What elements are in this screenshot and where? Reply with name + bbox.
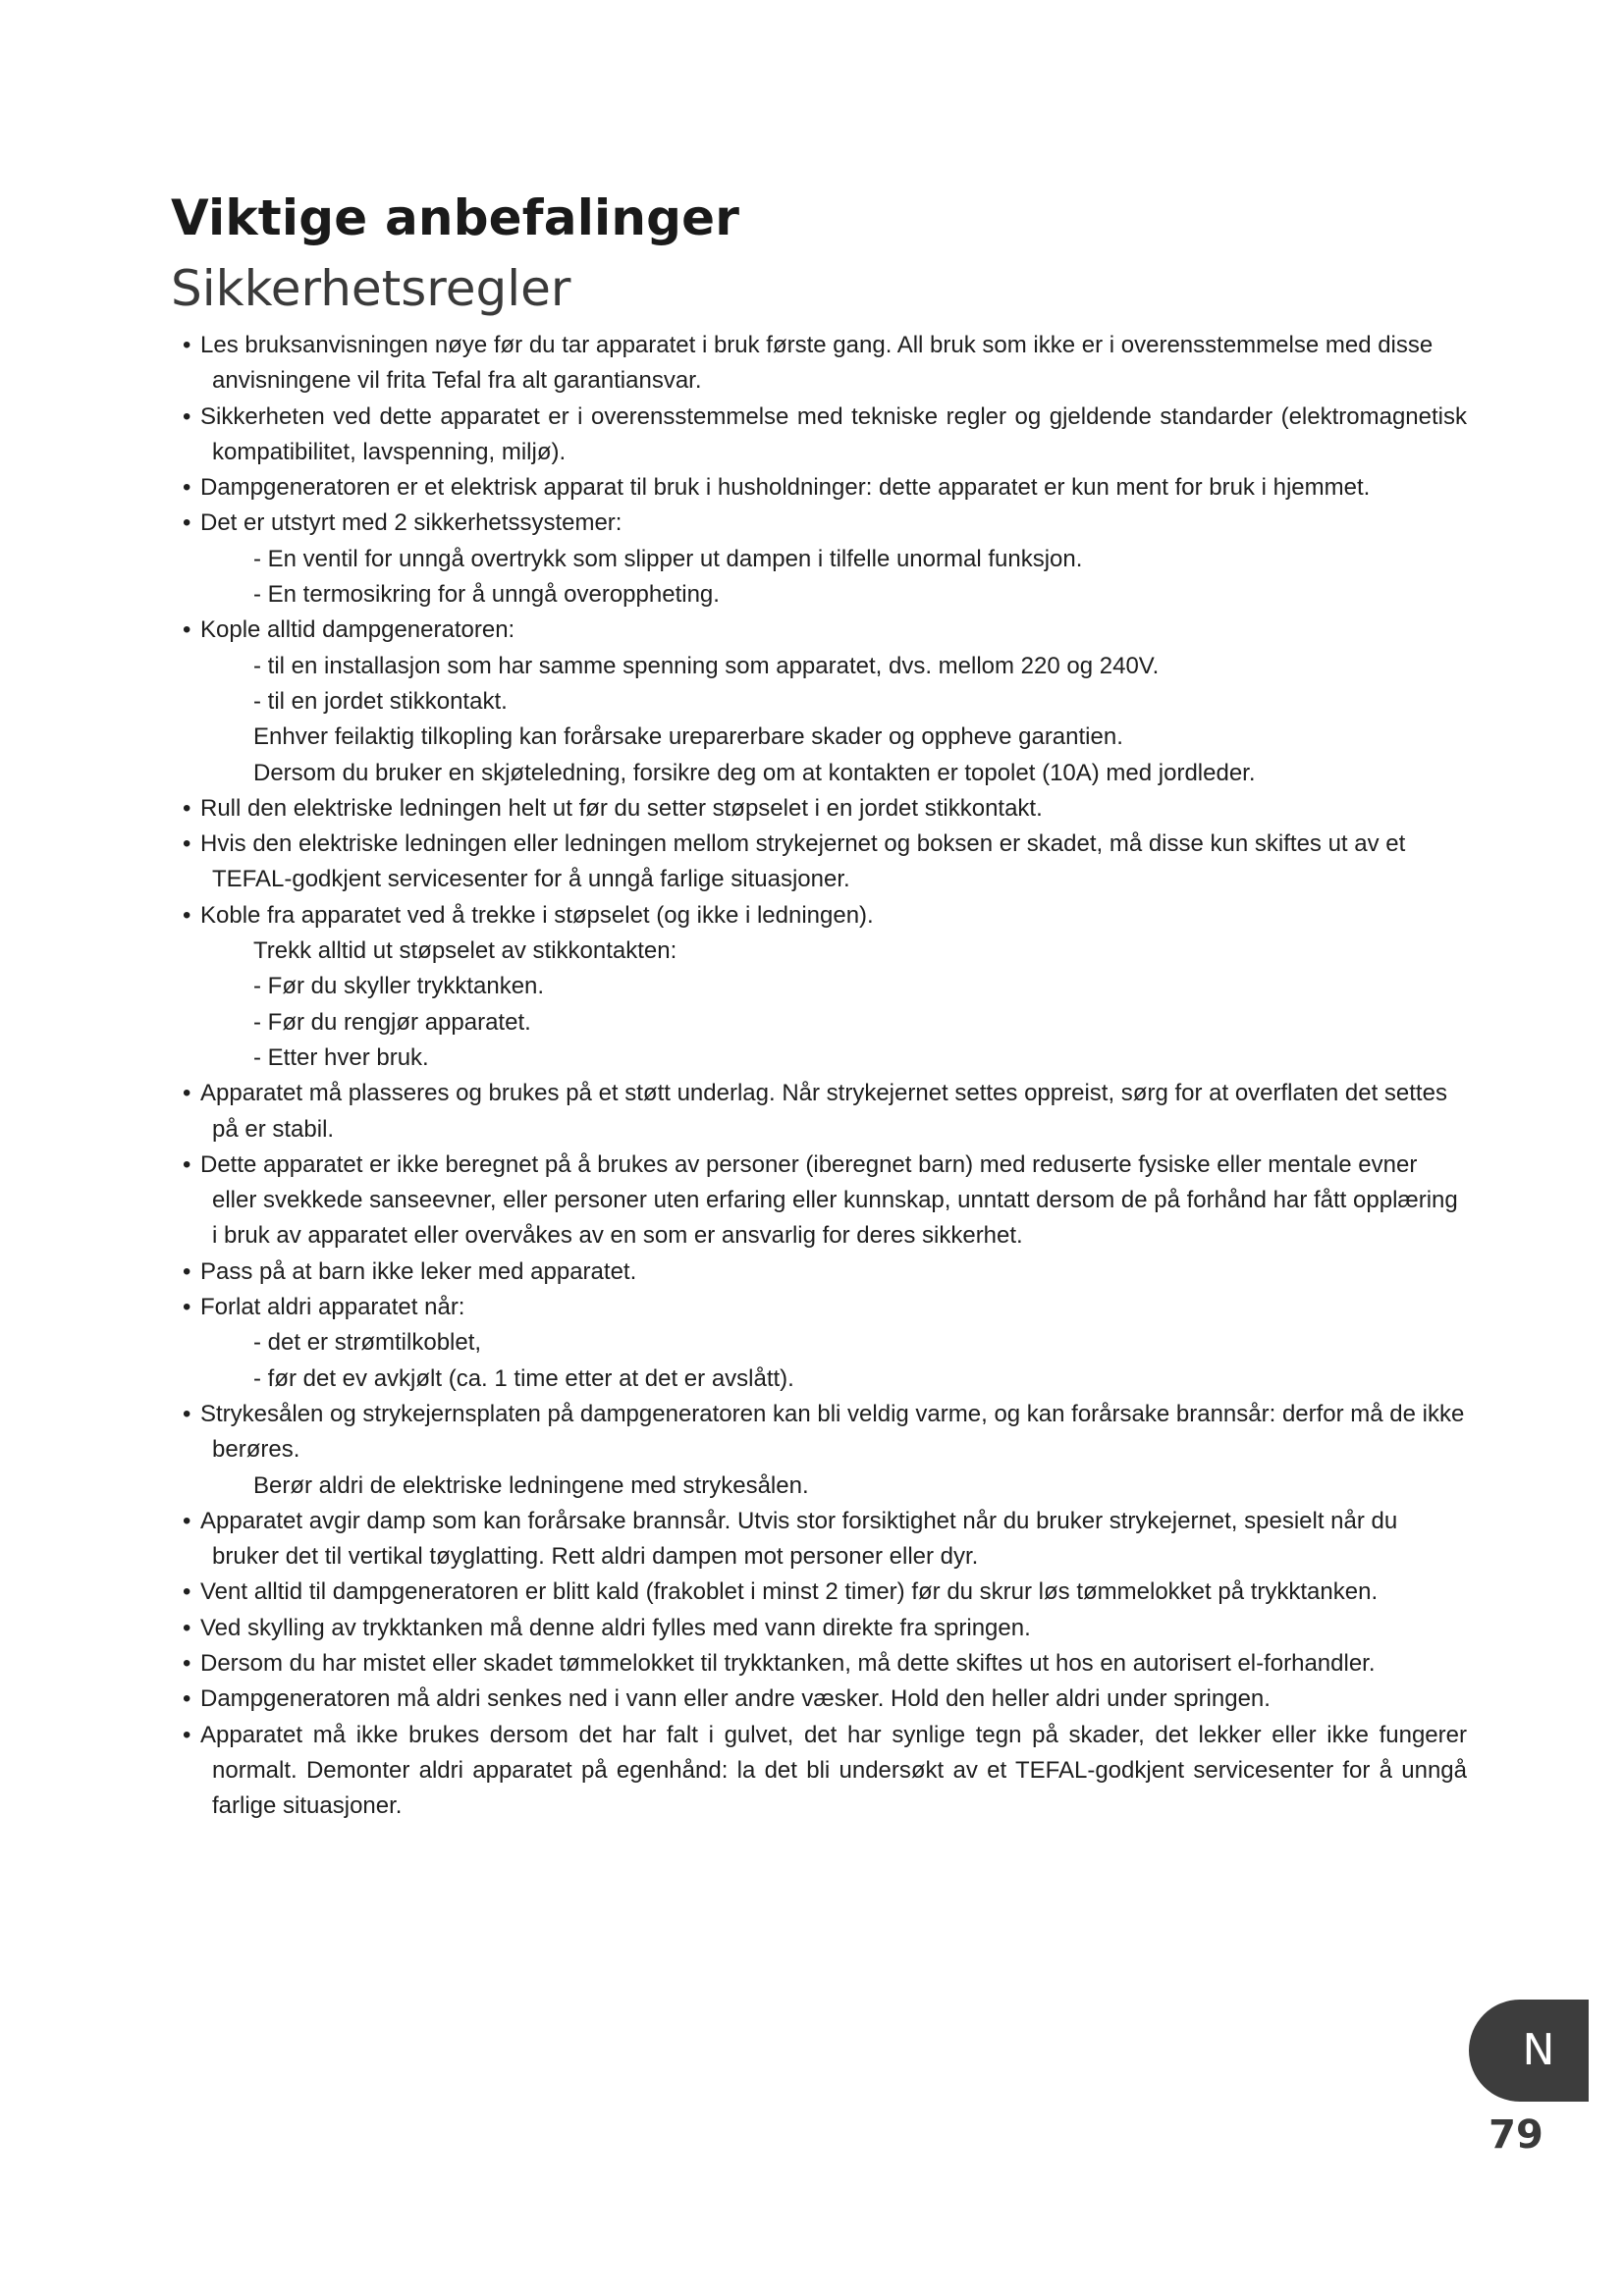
safety-rule	[171, 791, 1467, 827]
page-title: Viktige anbefalinger	[171, 189, 740, 246]
safety-rule	[171, 1611, 1467, 1646]
bullet-icon: •	[183, 509, 191, 537]
safety-rule	[171, 1682, 1467, 1717]
rule-text: Rull den elektriske ledningen helt ut før du setter støpselet i en jordet stikkontakt.	[200, 794, 1043, 822]
bullet-icon: •	[183, 1150, 191, 1178]
bullet-icon: •	[183, 1294, 191, 1321]
language-tab: N	[1469, 2000, 1589, 2102]
rule-sub-item: - det er strømtilkoblet,	[253, 1329, 482, 1357]
safety-rule	[171, 1255, 1467, 1290]
rule-note: Berør aldri de elektriske ledningene med strykesålen.	[253, 1471, 809, 1499]
rule-sub-item: - En termosikring for å unngå overoppheting.	[253, 581, 720, 609]
rule-note: - Før du rengjør apparatet.	[253, 1008, 531, 1036]
safety-rule	[171, 1718, 1467, 1825]
bullet-icon: •	[183, 1257, 191, 1285]
rule-note: Enhver feilaktig tilkopling kan forårsake ureparerbare skader og oppheve garantien.	[253, 723, 1123, 751]
rule-note: Trekk alltid ut støpselet av stikkontakten:	[253, 937, 677, 965]
safety-rules-list	[171, 328, 1467, 1824]
rule-text: Dersom du har mistet eller skadet tømmelokket til trykktanken, må dette skiftes ut hos en autorisert el-forhandler.	[200, 1649, 1376, 1677]
safety-rule	[171, 400, 1467, 471]
rule-text: Dette apparatet er ikke beregnet på å brukes av personer (iberegnet barn) med reduserte fysiske eller mentale evner eller svekkede sanseevner, eller personer uten erfaring eller kunnskap, unntatt dersom de på forhånd har fått opplæring i bruk av apparatet eller overvåkes av en som er ansvarlig for deres sikkerhet.	[200, 1150, 1458, 1250]
rule-note: Dersom du bruker en skjøteledning, forsikre deg om at kontakten er topolet (10A) med jordleder.	[253, 759, 1256, 786]
rule-text: Apparatet må ikke brukes dersom det har falt i gulvet, det har synlige tegn på skader, det lekker eller ikke fungerer normalt. Demonter aldri apparatet på egenhånd: la det bli undersøkt av et TEFAL-godkjent servicesenter for å unngå farlige situasjoner.	[200, 1721, 1467, 1820]
bullet-icon: •	[183, 1685, 191, 1713]
bullet-icon: •	[183, 1721, 191, 1748]
safety-rule	[171, 1076, 1467, 1148]
rule-text: Det er utstyrt med 2 sikkerhetssystemer:	[200, 509, 623, 537]
bullet-icon: •	[183, 474, 191, 502]
rule-note: - Før du skyller trykktanken.	[253, 973, 545, 1000]
safety-rule	[171, 898, 1467, 1076]
rule-text: Dampgeneratoren er et elektrisk apparat til bruk i husholdninger: dette apparatet er kun ment for bruk i hjemmet.	[200, 474, 1371, 502]
rule-text: Apparatet avgir damp som kan forårsake brannsår. Utvis stor forsiktighet når du bruker strykejernet, spesielt når du bruker det til vertikal tøyglatting. Rett aldri dampen mot personer eller dyr.	[200, 1507, 1398, 1571]
bullet-icon: •	[183, 402, 191, 430]
bullet-icon: •	[183, 1507, 191, 1534]
safety-rule	[171, 1575, 1467, 1610]
bullet-icon: •	[183, 901, 191, 929]
bullet-icon: •	[183, 1649, 191, 1677]
safety-rule	[171, 613, 1467, 790]
rule-text: Pass på at barn ikke leker med apparatet.	[200, 1257, 637, 1285]
rule-sub-item: - til en installasjon som har samme spenning som apparatet, dvs. mellom 220 og 240V.	[253, 652, 1160, 679]
bullet-icon: •	[183, 830, 191, 858]
bullet-icon: •	[183, 332, 191, 358]
rule-text: Ved skylling av trykktanken må denne aldri fylles med vann direkte fra springen.	[200, 1614, 1031, 1641]
rule-sub-item: - før det ev avkjølt (ca. 1 time etter at det er avslått).	[253, 1364, 794, 1392]
bullet-icon: •	[183, 1614, 191, 1641]
safety-rule	[171, 1646, 1467, 1682]
rule-text: Vent alltid til dampgeneratoren er blitt kald (frakoblet i minst 2 timer) før du skrur løs tømmelokket på trykktanken.	[200, 1578, 1379, 1606]
rule-text: Hvis den elektriske ledningen eller ledningen mellom strykejernet og boksen er skadet, må disse kun skiftes ut av et TEFAL-godkjent servicesenter for å unngå farlige situasjoner.	[200, 830, 1406, 893]
safety-rule	[171, 1397, 1467, 1504]
bullet-icon: •	[183, 1080, 191, 1107]
bullet-icon: •	[183, 1400, 191, 1427]
safety-rule	[171, 506, 1467, 613]
safety-rule	[171, 1504, 1467, 1575]
safety-rule	[171, 470, 1467, 506]
safety-rule	[171, 328, 1467, 400]
safety-rule	[171, 1148, 1467, 1255]
safety-rule	[171, 827, 1467, 898]
rule-text: Dampgeneratoren må aldri senkes ned i vann eller andre væsker. Hold den heller aldri under springen.	[200, 1685, 1271, 1713]
rule-note: - Etter hver bruk.	[253, 1043, 429, 1071]
rule-text: Apparatet må plasseres og brukes på et støtt underlag. Når strykejernet settes oppreist, sørg for at overflaten det settes på er stabil.	[200, 1080, 1447, 1143]
rule-text: Koble fra apparatet ved å trekke i støpselet (og ikke i ledningen).	[200, 901, 874, 929]
rule-text: Sikkerheten ved dette apparatet er i overensstemmelse med tekniske regler og gjeldende standarder (elektromagnetisk kompatibilitet, lavspenning, miljø).	[200, 402, 1467, 465]
section-title: Sikkerhetsregler	[171, 260, 571, 317]
safety-rule	[171, 1290, 1467, 1397]
bullet-icon: •	[183, 616, 191, 644]
rule-text: Strykesålen og strykejernsplaten på dampgeneratoren kan bli veldig varme, og kan forårsake brannsår: derfor må de ikke berøres.	[200, 1400, 1465, 1464]
rule-text: Forlat aldri apparatet når:	[200, 1294, 465, 1321]
page-number: 79	[1489, 2112, 1543, 2158]
rule-text: Les bruksanvisningen nøye før du tar apparatet i bruk første gang. All bruk som ikke er i overensstemmelse med disse anvisningene vil frita Tefal fra alt garantiansvar.	[200, 332, 1434, 395]
bullet-icon: •	[183, 794, 191, 822]
rule-sub-item: - til en jordet stikkontakt.	[253, 687, 508, 715]
rule-text: Kople alltid dampgeneratoren:	[200, 616, 515, 644]
content-area	[171, 188, 1467, 1824]
rule-sub-item: - En ventil for unngå overtrykk som slipper ut dampen i tilfelle unormal funksjon.	[253, 545, 1083, 572]
bullet-icon: •	[183, 1578, 191, 1606]
